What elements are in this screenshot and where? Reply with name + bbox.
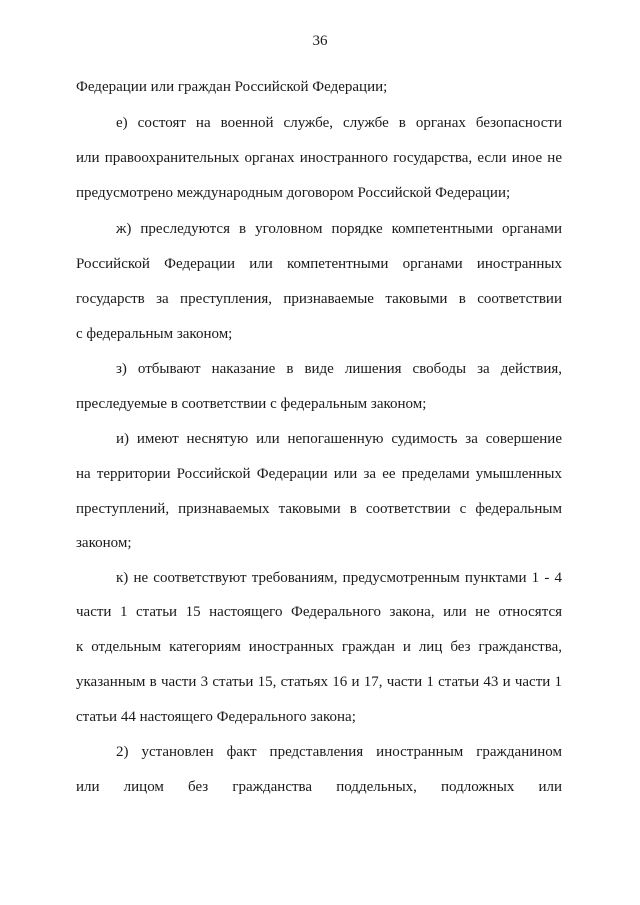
text-line: 2) установлен факт представления иностранным гражданином [116,744,562,760]
text-line: преследуемые в соответствии с федеральным законом; [76,396,427,412]
text-line: статьи 44 настоящего Федерального закона; [76,709,356,725]
text-line: Федерации или граждан Российской Федерации; [76,79,388,95]
text-line: и) имеют неснятую или непогашенную судимость за совершение [116,431,562,447]
text-line: к отдельным категориям иностранных граждан и лиц без гражданства, [76,639,562,655]
text-line: указанным в части 3 статьи 15, статьях 16 и 17, части 1 статьи 43 и части 1 [76,674,562,690]
text-line: з) отбывают наказание в виде лишения свободы за действия, [116,361,562,377]
text-line: или правоохранительных органах иностранного государства, если иное не [76,150,562,166]
text-line: к) не соответствуют требованиям, предусмотренным пунктами 1 - 4 [116,570,562,586]
text-line: части 1 статьи 15 настоящего Федерального закона, или не относятся [76,604,562,620]
text-line: преступлений, признаваемых таковыми в соответствии с федеральным [76,501,562,517]
text-line: на территории Российской Федерации или за ее пределами умышленных [76,466,562,482]
text-line: е) состоят на военной службе, службе в органах безопасности [116,115,562,131]
text-line: предусмотрено международным договором Российской Федерации; [76,185,511,201]
text-line: с федеральным законом; [76,326,233,342]
text-line: Российской Федерации или компетентными органами иностранных [76,256,562,272]
text-line: или лицом без гражданства поддельных, подложных или [76,779,562,795]
page-number: 36 [312,33,328,49]
text-line: государств за преступления, признаваемые таковыми в соответствии [76,291,562,307]
text-line: ж) преследуются в уголовном порядке компетентными органами [116,221,562,237]
text-line: законом; [76,535,132,551]
